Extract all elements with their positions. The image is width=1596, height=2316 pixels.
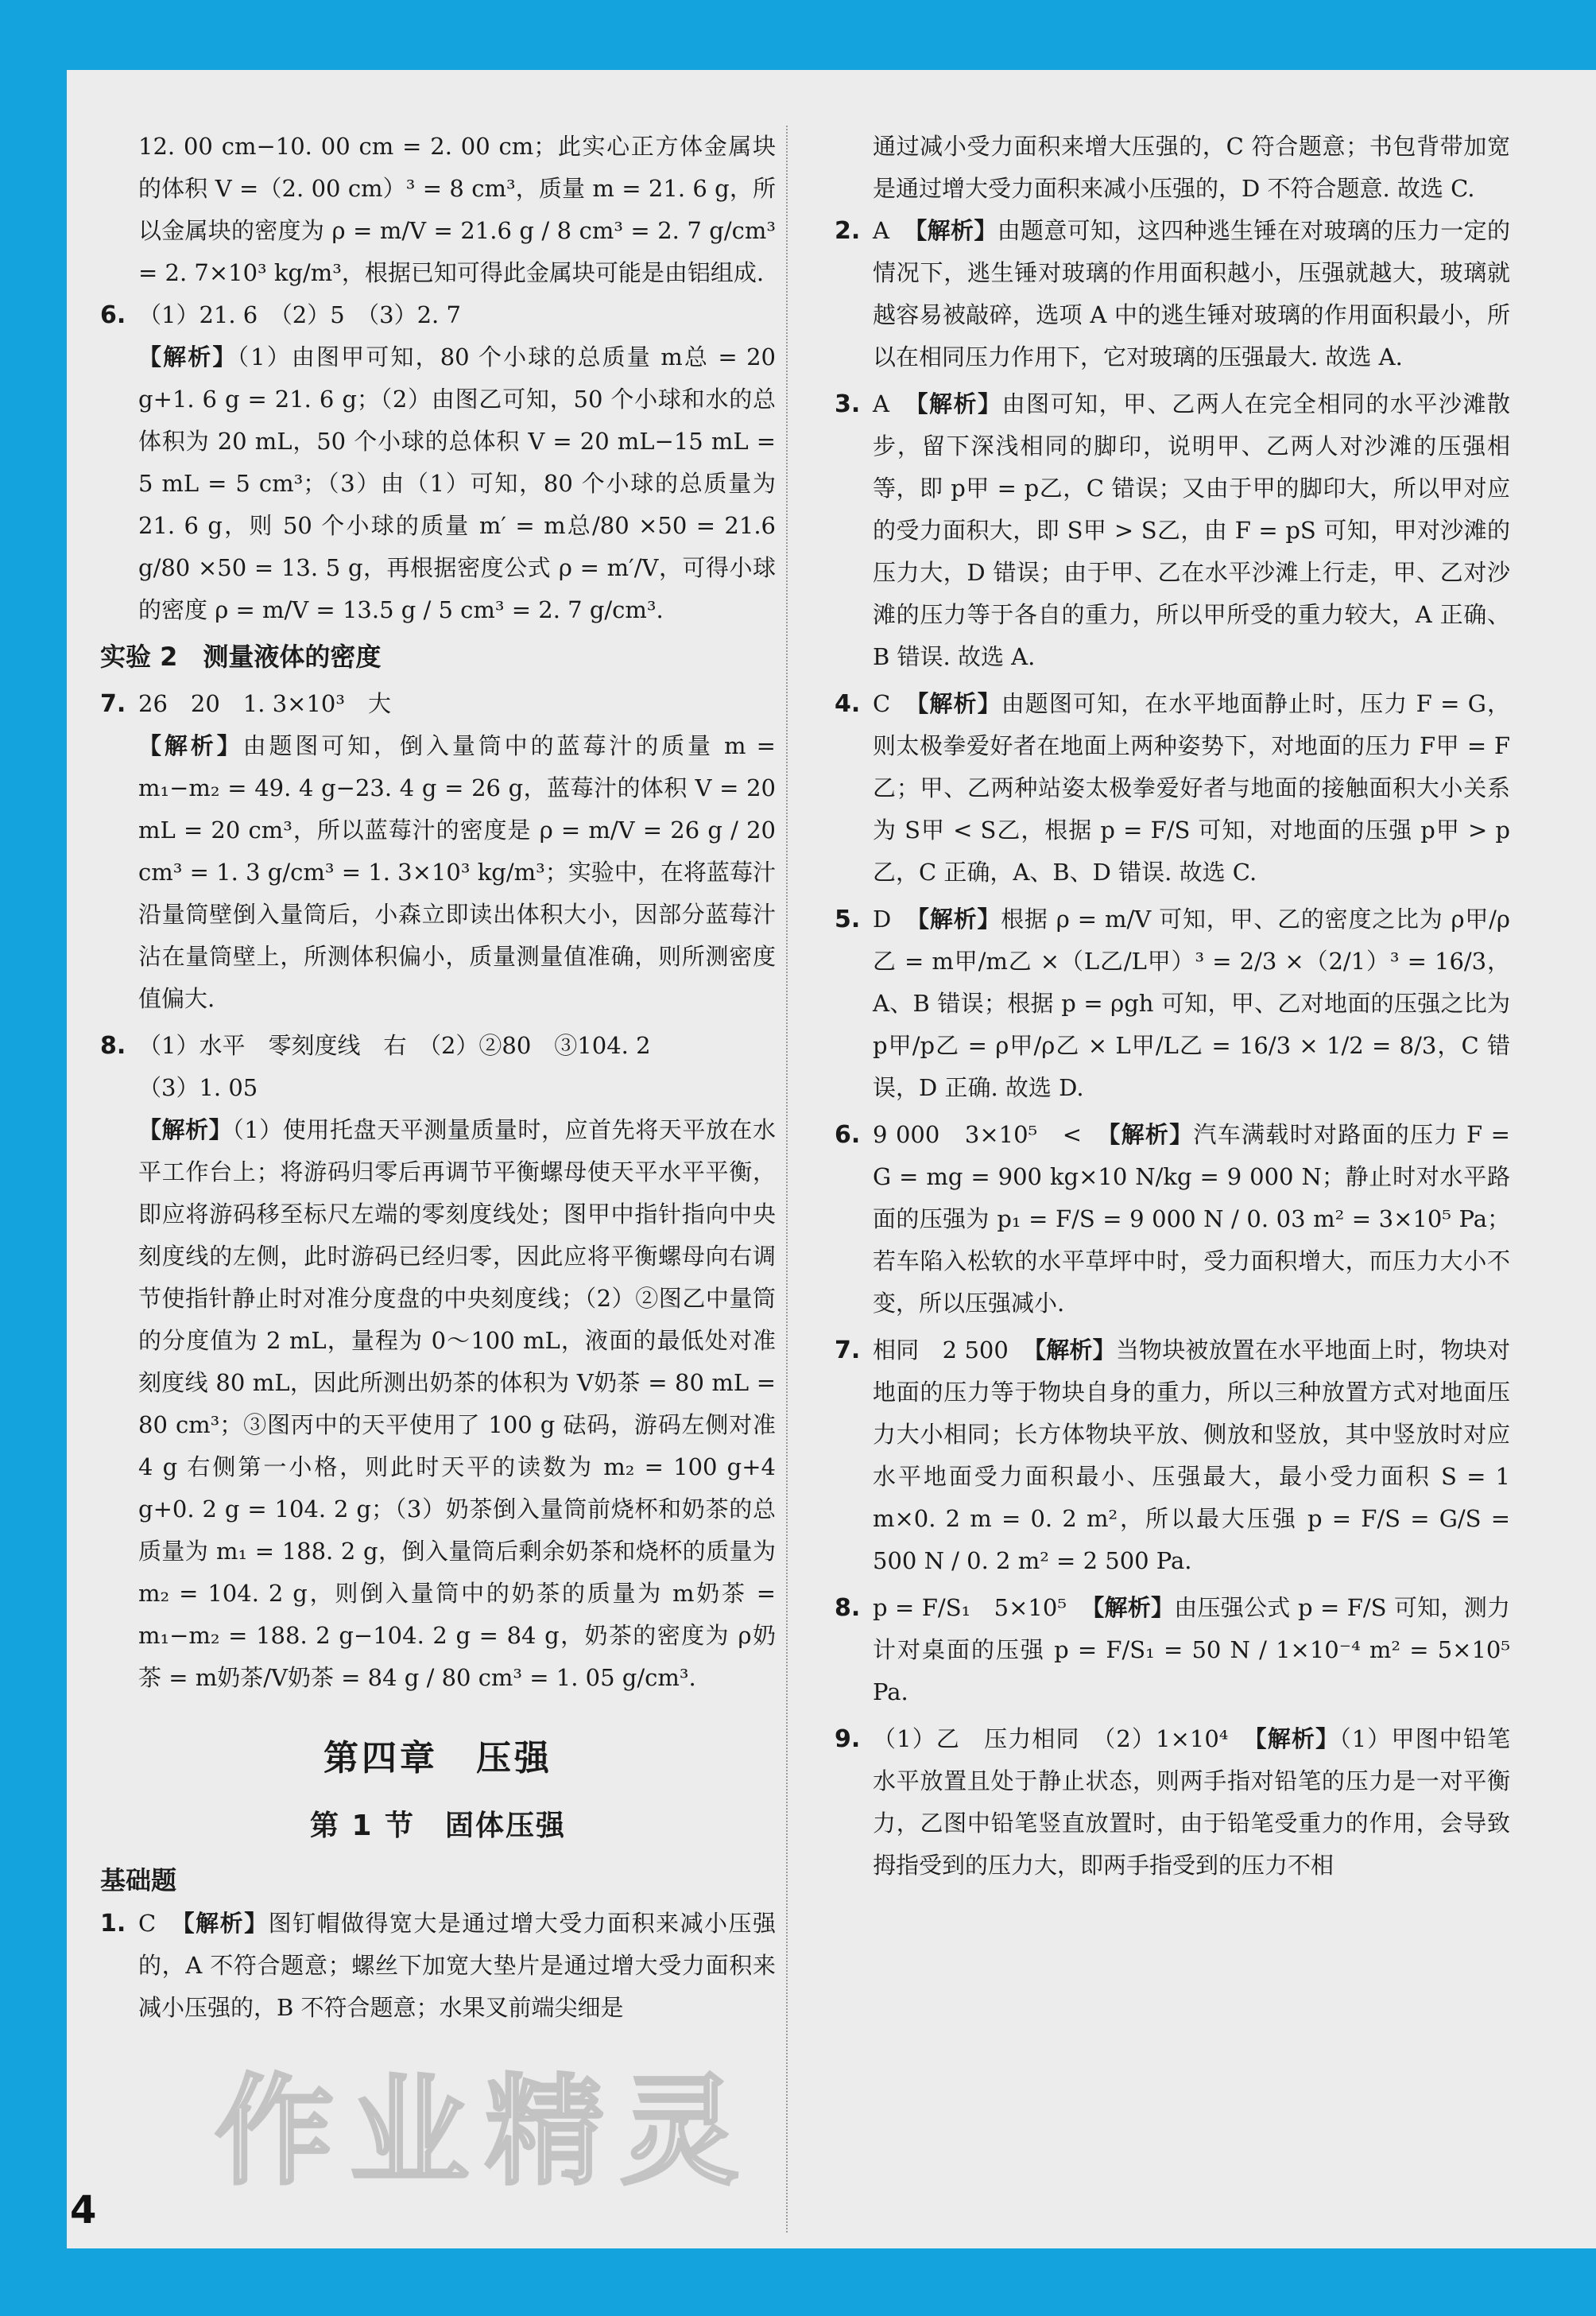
lesson-title: 第 1 节 固体压强: [309, 1810, 567, 1842]
analysis-2: 由题意可知，这四种逃生锤在对玻璃的压力一定的情况下，逃生锤对玻璃的作用面积越小，压强就越大，玻璃就越容易被敲碎，选项 A 中的逃生锤对玻璃的作用面积最小，所以在相同压力作用下，它对玻璃的压强最大. 故选 A.: [873, 217, 1510, 370]
answer-6: （1）21. 6 （2）5 （3）2. 7: [138, 301, 461, 328]
analysis-8-right: 由压强公式 p = F/S 可知，测力计对桌面的压强 p = F/S₁ = 50 N / 1×10⁻⁴ m² = 5×10⁵ Pa.: [873, 1594, 1510, 1705]
page-number: 4: [70, 2188, 97, 2233]
intro-paragraph: 12. 00 cm−10. 00 cm = 2. 00 cm；此实心正方体金属块的体积 V =（2. 00 cm）³ = 8 cm³，质量 m = 21. 6 g，所以金属块的密度为 ρ = m/V = 21.6 g / 8 cm³ = 2. 7 g/cm³ = 2. 7×10³ kg/m³，根据已知可得此金属块可能是由铝组成.: [138, 133, 776, 286]
question-1: 1. C 【解析】图钉帽做得宽大是通过增大受力面积来减小压强的，A 不符合题意；螺丝下加宽大垫片是通过增大受力面积来减小压强的，B 不符合题意；水果叉前端尖细是: [100, 1910, 776, 2021]
analysis-tag: 【解析】: [138, 732, 243, 759]
question-3: 3. A 【解析】由图可知，甲、乙两人在完全相同的水平沙滩散步，留下深浅相同的脚印，说明甲、乙两人对沙滩的压强相等，即 p甲 = p乙，C 错误；又由于甲的脚印大，所以甲对应的受力面积大，即 S甲 > S乙，由 F = pS 可知，甲对沙滩的压力大，D 错误；由于甲、乙在水平沙滩上行走，甲、乙对沙滩的压力等于各自的重力，所以甲所受的重力较大，A 正确、B 错误. 故选 A.: [835, 390, 1510, 670]
answer-3: A: [873, 390, 889, 417]
analysis-tag: 【解析】: [905, 906, 1001, 933]
analysis-6-right: 汽车满载时对路面的压力 F = G = mg = 900 kg×10 N/kg = 9 000 N；静止时对水平路面的压强为 p₁ = F/S = 9 000 N / 0. 03 m² = 3×10⁵ Pa；若车陷入松软的水平草坪中时，受力面积增大，而压力大小不变，所以压强减小.: [873, 1121, 1510, 1317]
answer-7: 26 20 1. 3×10³ 大: [138, 690, 391, 717]
answer-2: A: [873, 217, 889, 244]
question-7-right: 7. 相同 2 500 【解析】当物块被放置在水平地面上时，物块对地面的压力等于物块自身的重力，所以三种放置方式对地面压力大小相同；长方体物块平放、侧放和竖放，其中竖放时对应水平地面受力面积最小、压强最大，最小受力面积 S = 1 m×0. 2 m = 0. 2 m²，所以最大压强 p = F/S = G/S = 500 N / 0. 2 m² = 2 500 Pa.: [835, 1336, 1510, 1574]
right-column: [835, 126, 1510, 1891]
analysis-tag: 【解析】: [1096, 1121, 1194, 1148]
analysis-1: 图钉帽做得宽大是通过增大受力面积来减小压强的，A 不符合题意；螺丝下加宽大垫片是通过增大受力面积来减小压强的，B 不符合题意；水果叉前端尖细是: [138, 1910, 776, 2021]
chapter-title: 第四章 压强: [323, 1738, 552, 1779]
answer-page: [67, 70, 1596, 2248]
question-8-right: 8. p = F/S₁ 5×10⁵ 【解析】由压强公式 p = F/S 可知，测力计对桌面的压强 p = F/S₁ = 50 N / 1×10⁻⁴ m² = 5×10⁵ Pa.: [835, 1594, 1510, 1705]
analysis-tag: 【解析】: [138, 1116, 233, 1143]
question-9: 9. （1）乙 压力相同 （2）1×10⁴ 【解析】（1）甲图中铅笔水平放置且处于静止状态，则两手指对铅笔的压力是一对平衡力，乙图中铅笔竖直放置时，由于铅笔受重力的作用，会导致拇指受到的压力大，即两手指受到的压力不相: [835, 1725, 1510, 1879]
answer-5: D: [873, 906, 892, 933]
analysis-4: 由题图可知，在水平地面静止时，压力 F = G，则太极拳爱好者在地面上两种姿势下，对地面的压力 F甲 = F乙；甲、乙两种站姿太极拳爱好者与地面的接触面积大小关系为 S甲 < S乙，根据 p = F/S 可知，对地面的压强 p甲 > p乙，C 正确，A、B、D 错误. 故选 C.: [873, 690, 1510, 886]
answer-1: C: [138, 1910, 157, 1937]
analysis-3: 由图可知，甲、乙两人在完全相同的水平沙滩散步，留下深浅相同的脚印，说明甲、乙两人对沙滩的压强相等，即 p甲 = p乙，C 错误；又由于甲的脚印大，所以甲对应的受力面积大，即 S甲 > S乙，由 F = pS 可知，甲对沙滩的压力大，D 错误；由于甲、乙在水平沙滩上行走，甲、乙对沙滩的压力等于各自的重力，所以甲所受的重力较大，A 正确、B 错误. 故选 A.: [873, 390, 1510, 670]
analysis-tag: 【解析】: [1080, 1594, 1175, 1621]
analysis-7: 由题图可知，倒入量筒中的蓝莓汁的质量 m = m₁−m₂ = 49. 4 g−23. 4 g = 26 g，蓝莓汁的体积 V = 20 mL = 20 cm³，所以蓝莓汁的密度是 ρ = m/V = 26 g / 20 cm³ = 1. 3 g/cm³ = 1. 3×10³ kg/m³；实验中，在将蓝莓汁沿量筒壁倒入量筒后，小森立即读出体积大小，因部分蓝莓汁沾在量筒壁上，所测体积偏小，质量测量值准确，则所测密度值偏大.: [138, 732, 776, 1012]
answer-6-right: 9 000 3×10⁵ <: [873, 1121, 1083, 1148]
question-6: 6. （1）21. 6 （2）5 （3）2. 7 【解析】（1）由图甲可知，80 个小球的总质量 m总 = 20 g+1. 6 g = 21. 6 g；（2）由图乙可知，50 个小球和水的总体积为 20 mL，50 个小球的总体积 V = 20 mL−15 mL = 5 mL = 5 cm³；（3）由（1）可知，80 个小球的总质量为 21. 6 g，则 50 个小球的质量 m′ = m总/80 ×50 = 21.6 g/80 ×50 = 13. 5 g，再根据密度公式 ρ = m′/V，可得小球的密度 ρ = m/V = 13.5 g / 5 cm³ = 2. 7 g/cm³.: [100, 301, 776, 623]
analysis-tag: 【解析】: [903, 217, 998, 244]
basic-label: 基础题: [100, 1865, 177, 1895]
analysis-tag: 【解析】: [138, 343, 238, 370]
question-4: 4. C 【解析】由题图可知，在水平地面静止时，压力 F = G，则太极拳爱好者在地面上两种姿势下，对地面的压力 F甲 = F乙；甲、乙两种站姿太极拳爱好者与地面的接触面积大小关系为 S甲 < S乙，根据 p = F/S 可知，对地面的压强 p甲 > p乙，C 正确，A、B、D 错误. 故选 C.: [835, 690, 1510, 886]
question-7: 7. 26 20 1. 3×10³ 大 【解析】由题图可知，倒入量筒中的蓝莓汁的质量 m = m₁−m₂ = 49. 4 g−23. 4 g = 26 g，蓝莓汁的体积 V = 20 mL = 20 cm³，所以蓝莓汁的密度是 ρ = m/V = 26 g / 20 cm³ = 1. 3 g/cm³ = 1. 3×10³ kg/m³；实验中，在将蓝莓汁沿量筒壁倒入量筒后，小森立即读出体积大小，因部分蓝莓汁沾在量筒壁上，所测体积偏小，质量测量值准确，则所测密度值偏大.: [100, 690, 776, 1012]
question-6-right: 6. 9 000 3×10⁵ < 【解析】汽车满载时对路面的压力 F = G = mg = 900 kg×10 N/kg = 9 000 N；静止时对水平路面的压强为 p₁ = F/S = 9 000 N / 0. 03 m² = 3×10⁵ Pa；若车陷入松软的水平草坪中时，受力面积增大，而压力大小不变，所以压强减小.: [835, 1121, 1510, 1317]
answer-8: （1）水平 零刻度线 右 （2）②80 ③104. 2: [138, 1032, 651, 1059]
analysis-8: （1）使用托盘天平测量质量时，应首先将天平放在水平工作台上；将游码归零后再调节平衡螺母使天平水平平衡，即应将游码移至标尺左端的零刻度线处；图甲中指针指向中央刻度线的左侧，此时游码已经归零，因此应将平衡螺母向右调节使指针静止时对准分度盘的中央刻度线；（2）②图乙中量筒的分度值为 2 mL，量程为 0～100 mL，液面的最低处对准刻度线 80 mL，因此所测出奶茶的体积为 V奶茶 = 80 mL = 80 cm³；③图丙中的天平使用了 100 g 砝码，游码左侧对准 4 g 右侧第一小格，则此时天平的读数为 m₂ = 100 g+4 g+0. 2 g = 104. 2 g；（3）奶茶倒入量筒前烧杯和奶茶的总质量为 m₁ = 188. 2 g，倒入量筒后剩余奶茶和烧杯的质量为 m₂ = 104. 2 g，则倒入量筒中的奶茶的质量为 m奶茶 = m₁−m₂ = 188. 2 g−104. 2 g = 84 g，奶茶的密度为 ρ奶茶 = m奶茶/V奶茶 = 84 g / 80 cm³ = 1. 05 g/cm³.: [138, 1116, 776, 1691]
analysis-5: 根据 ρ = m/V 可知，甲、乙的密度之比为 ρ甲/ρ乙 = m甲/m乙 ×（L乙/L甲）³ = 2/3 ×（2/1）³ = 16/3，A、B 错误；根据 p = ρgh 可知，甲、乙对地面的压强之比为 p甲/p乙 = ρ甲/ρ乙 × L甲/L乙 = 16/3 × 1/2 = 8/3，C 错误，D 正确. 故选 D.: [873, 906, 1510, 1101]
question-5: 5. D 【解析】根据 ρ = m/V 可知，甲、乙的密度之比为 ρ甲/ρ乙 = m甲/m乙 ×（L乙/L甲）³ = 2/3 ×（2/1）³ = 16/3，A、B 错误；根据 p = ρgh 可知，甲、乙对地面的压强之比为 p甲/p乙 = ρ甲/ρ乙 × L甲/L乙 = 16/3 × 1/2 = 8/3，C 错误，D 正确. 故选 D.: [835, 906, 1510, 1101]
answer-4: C: [873, 690, 891, 717]
analysis-6: （1）由图甲可知，80 个小球的总质量 m总 = 20 g+1. 6 g = 21. 6 g；（2）由图乙可知，50 个小球和水的总体积为 20 mL，50 个小球的总体积 V = 20 mL−15 mL = 5 mL = 5 cm³；（3）由（1）可知，80 个小球的总质量为 21. 6 g，则 50 个小球的质量 m′ = m总/80 ×50 = 21.6 g/80 ×50 = 13. 5 g，再根据密度公式 ρ = m′/V，可得小球的密度 ρ = m/V = 13.5 g / 5 cm³ = 2. 7 g/cm³.: [138, 343, 776, 623]
question-1-continued: 通过减小受力面积来增大压强的，C 符合题意；书包背带加宽是通过增大受力面积来减小压强的，D 不符合题意. 故选 C.: [873, 133, 1510, 202]
analysis-tag: 【解析】: [170, 1910, 269, 1937]
experiment-2-title: 实验 2 测量液体的密度: [100, 642, 382, 672]
answer-9: （1）乙 压力相同 （2）1×10⁴: [873, 1725, 1229, 1752]
answer-7-right: 相同 2 500: [873, 1336, 1009, 1364]
watermark: 作业精灵: [215, 2063, 756, 2202]
analysis-7-right: 当物块被放置在水平地面上时，物块对地面的压力等于物块自身的重力，所以三种放置方式对地面压力大小相同；长方体物块平放、侧放和竖放，其中竖放时对应水平地面受力面积最小、压强最大，最小受力面积 S = 1 m×0. 2 m = 0. 2 m²，所以最大压强 p = F/S = G/S = 500 N / 0. 2 m² = 2 500 Pa.: [873, 1336, 1510, 1574]
analysis-tag: 【解析】: [903, 390, 1002, 417]
analysis-tag: 【解析】: [1022, 1336, 1116, 1364]
question-2: 2. A 【解析】由题意可知，这四种逃生锤在对玻璃的压力一定的情况下，逃生锤对玻璃的作用面积越小，压强就越大，玻璃就越容易被敲碎，选项 A 中的逃生锤对玻璃的作用面积最小，所以在相同压力作用下，它对玻璃的压强最大. 故选 A.: [835, 217, 1510, 370]
left-column: [100, 126, 776, 2034]
answer-8-part3: （3）1. 05: [138, 1074, 258, 1101]
analysis-tag: 【解析】: [1242, 1725, 1340, 1752]
analysis-tag: 【解析】: [905, 690, 1001, 717]
column-divider: [786, 126, 788, 2233]
question-8: 8. （1）水平 零刻度线 右 （2）②80 ③104. 2 （3）1. 05 【解析】（1）使用托盘天平测量质量时，应首先将天平放在水平工作台上；将游码归零后再调节平衡螺母使天平水平平衡，即应将游码移至标尺左端的零刻度线处；图甲中指针指向中央刻度线的左侧，此时游码已经归零，因此应将平衡螺母向右调节使指针静止时对准分度盘的中央刻度线；（2）②图乙中量筒的分度值为 2 mL，量程为 0～100 mL，液面的最低处对准刻度线 80 mL，因此所测出奶茶的体积为 V奶茶 = 80 mL = 80 cm³；③图丙中的天平使用了 100 g 砝码，游码左侧对准 4 g 右侧第一小格，则此时天平的读数为 m₂ = 100 g+4 g+0. 2 g = 104. 2 g；（3）奶茶倒入量筒前烧杯和奶茶的总质量为 m₁ = 188. 2 g，倒入量筒后剩余奶茶和烧杯的质量为 m₂ = 104. 2 g，则倒入量筒中的奶茶的质量为 m奶茶 = m₁−m₂ = 188. 2 g−104. 2 g = 84 g，奶茶的密度为 ρ奶茶 = m奶茶/V奶茶 = 84 g / 80 cm³ = 1. 05 g/cm³.: [100, 1032, 776, 1691]
answer-8-right: p = F/S₁ 5×10⁵: [873, 1594, 1067, 1621]
analysis-9: （1）甲图中铅笔水平放置且处于静止状态，则两手指对铅笔的压力是一对平衡力，乙图中铅笔竖直放置时，由于铅笔受重力的作用，会导致拇指受到的压力大，即两手指受到的压力不相: [873, 1725, 1510, 1879]
